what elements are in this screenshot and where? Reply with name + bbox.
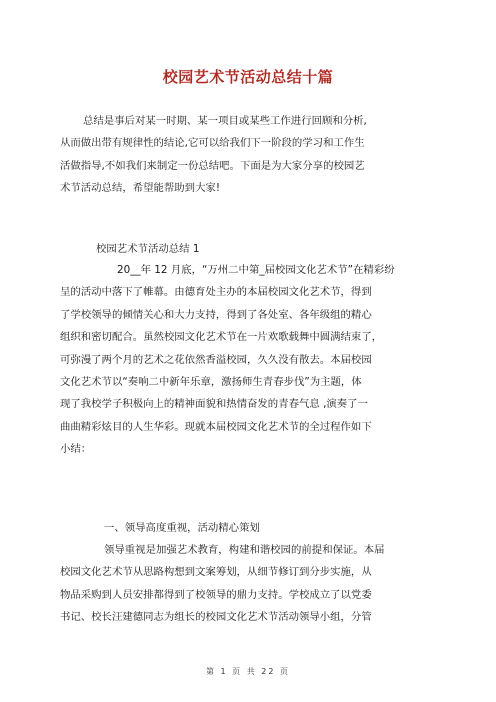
paragraph-line: 现了我校学子积极向上的精神面貌和热情奋发的青春气息 ,演奏了一 bbox=[60, 398, 368, 411]
section-subtitle: 校园艺术节活动总结 1 bbox=[96, 243, 200, 255]
intro-line: 从而做出带有规律性的结论,它可以给我们下一阶段的学习和工作生 bbox=[60, 137, 365, 150]
intro-line: 总结是事后对某一时期、某一项目或某些工作进行回顾和分析, bbox=[83, 115, 367, 127]
paragraph-line: 可弥漫了两个月的艺术之花依然香溢校园，久久没有散去。本届校园 bbox=[60, 353, 372, 366]
intro-line: 术节活动总结，希望能帮助到大家! bbox=[60, 182, 221, 195]
paragraph-line: 书记、校长汪建德同志为组长的校园文化艺术节活动领导小组，分管 bbox=[60, 611, 372, 624]
section-heading: 一、领导高度重视，活动精心策划 bbox=[104, 522, 260, 534]
body-paragraph-1 bbox=[60, 259, 436, 461]
page-number-footer: 第 1 页 共 22 页 bbox=[206, 667, 290, 676]
section-heading-block bbox=[60, 517, 436, 539]
paragraph-line: 组织和密切配合。虽然校园文化艺术节在一片欢歌载舞中圆满结束了， bbox=[60, 331, 383, 344]
paragraph-line: 曲曲精彩炫目的人生华彩。现就本届校园文化艺术节的全过程作如下 bbox=[60, 420, 372, 433]
section-subtitle-block bbox=[60, 238, 436, 260]
intro-line: 活做指导,不如我们来制定一份总结吧。下面是为大家分享的校园艺 bbox=[60, 159, 365, 172]
intro-paragraph bbox=[60, 110, 436, 200]
paragraph-line: 了学校领导的倾情关心和大力支持，得到了各处室、各年级组的精心 bbox=[60, 308, 372, 321]
paragraph-line: 小结： bbox=[60, 443, 92, 456]
paragraph-line: 20__年 12 月底，“万州二中第_届校园文化艺术节”在精彩纷 bbox=[117, 264, 395, 276]
paragraph-line: 文化艺术节以“奏响二中新年乐章，激扬师生青春步伐”为主题，体 bbox=[60, 375, 362, 388]
paragraph-line: 呈的活动中落下了帷幕。由德育处主办的本届校园文化艺术节，得到 bbox=[60, 286, 372, 299]
paragraph-line: 物品采购到人员安排都得到了校领导的鼎力支持。学校成立了以党委 bbox=[60, 588, 372, 601]
paragraph-line: 领导重视是加强艺术教育，构建和谐校园的前提和保证。本届 bbox=[104, 544, 385, 556]
body-paragraph-2 bbox=[60, 539, 436, 629]
paragraph-line: 校园文化艺术节从思路构想到文案筹划，从细节修订到分步实施，从 bbox=[60, 566, 372, 579]
document-title: 校园艺术节活动总结十篇 bbox=[162, 68, 334, 86]
